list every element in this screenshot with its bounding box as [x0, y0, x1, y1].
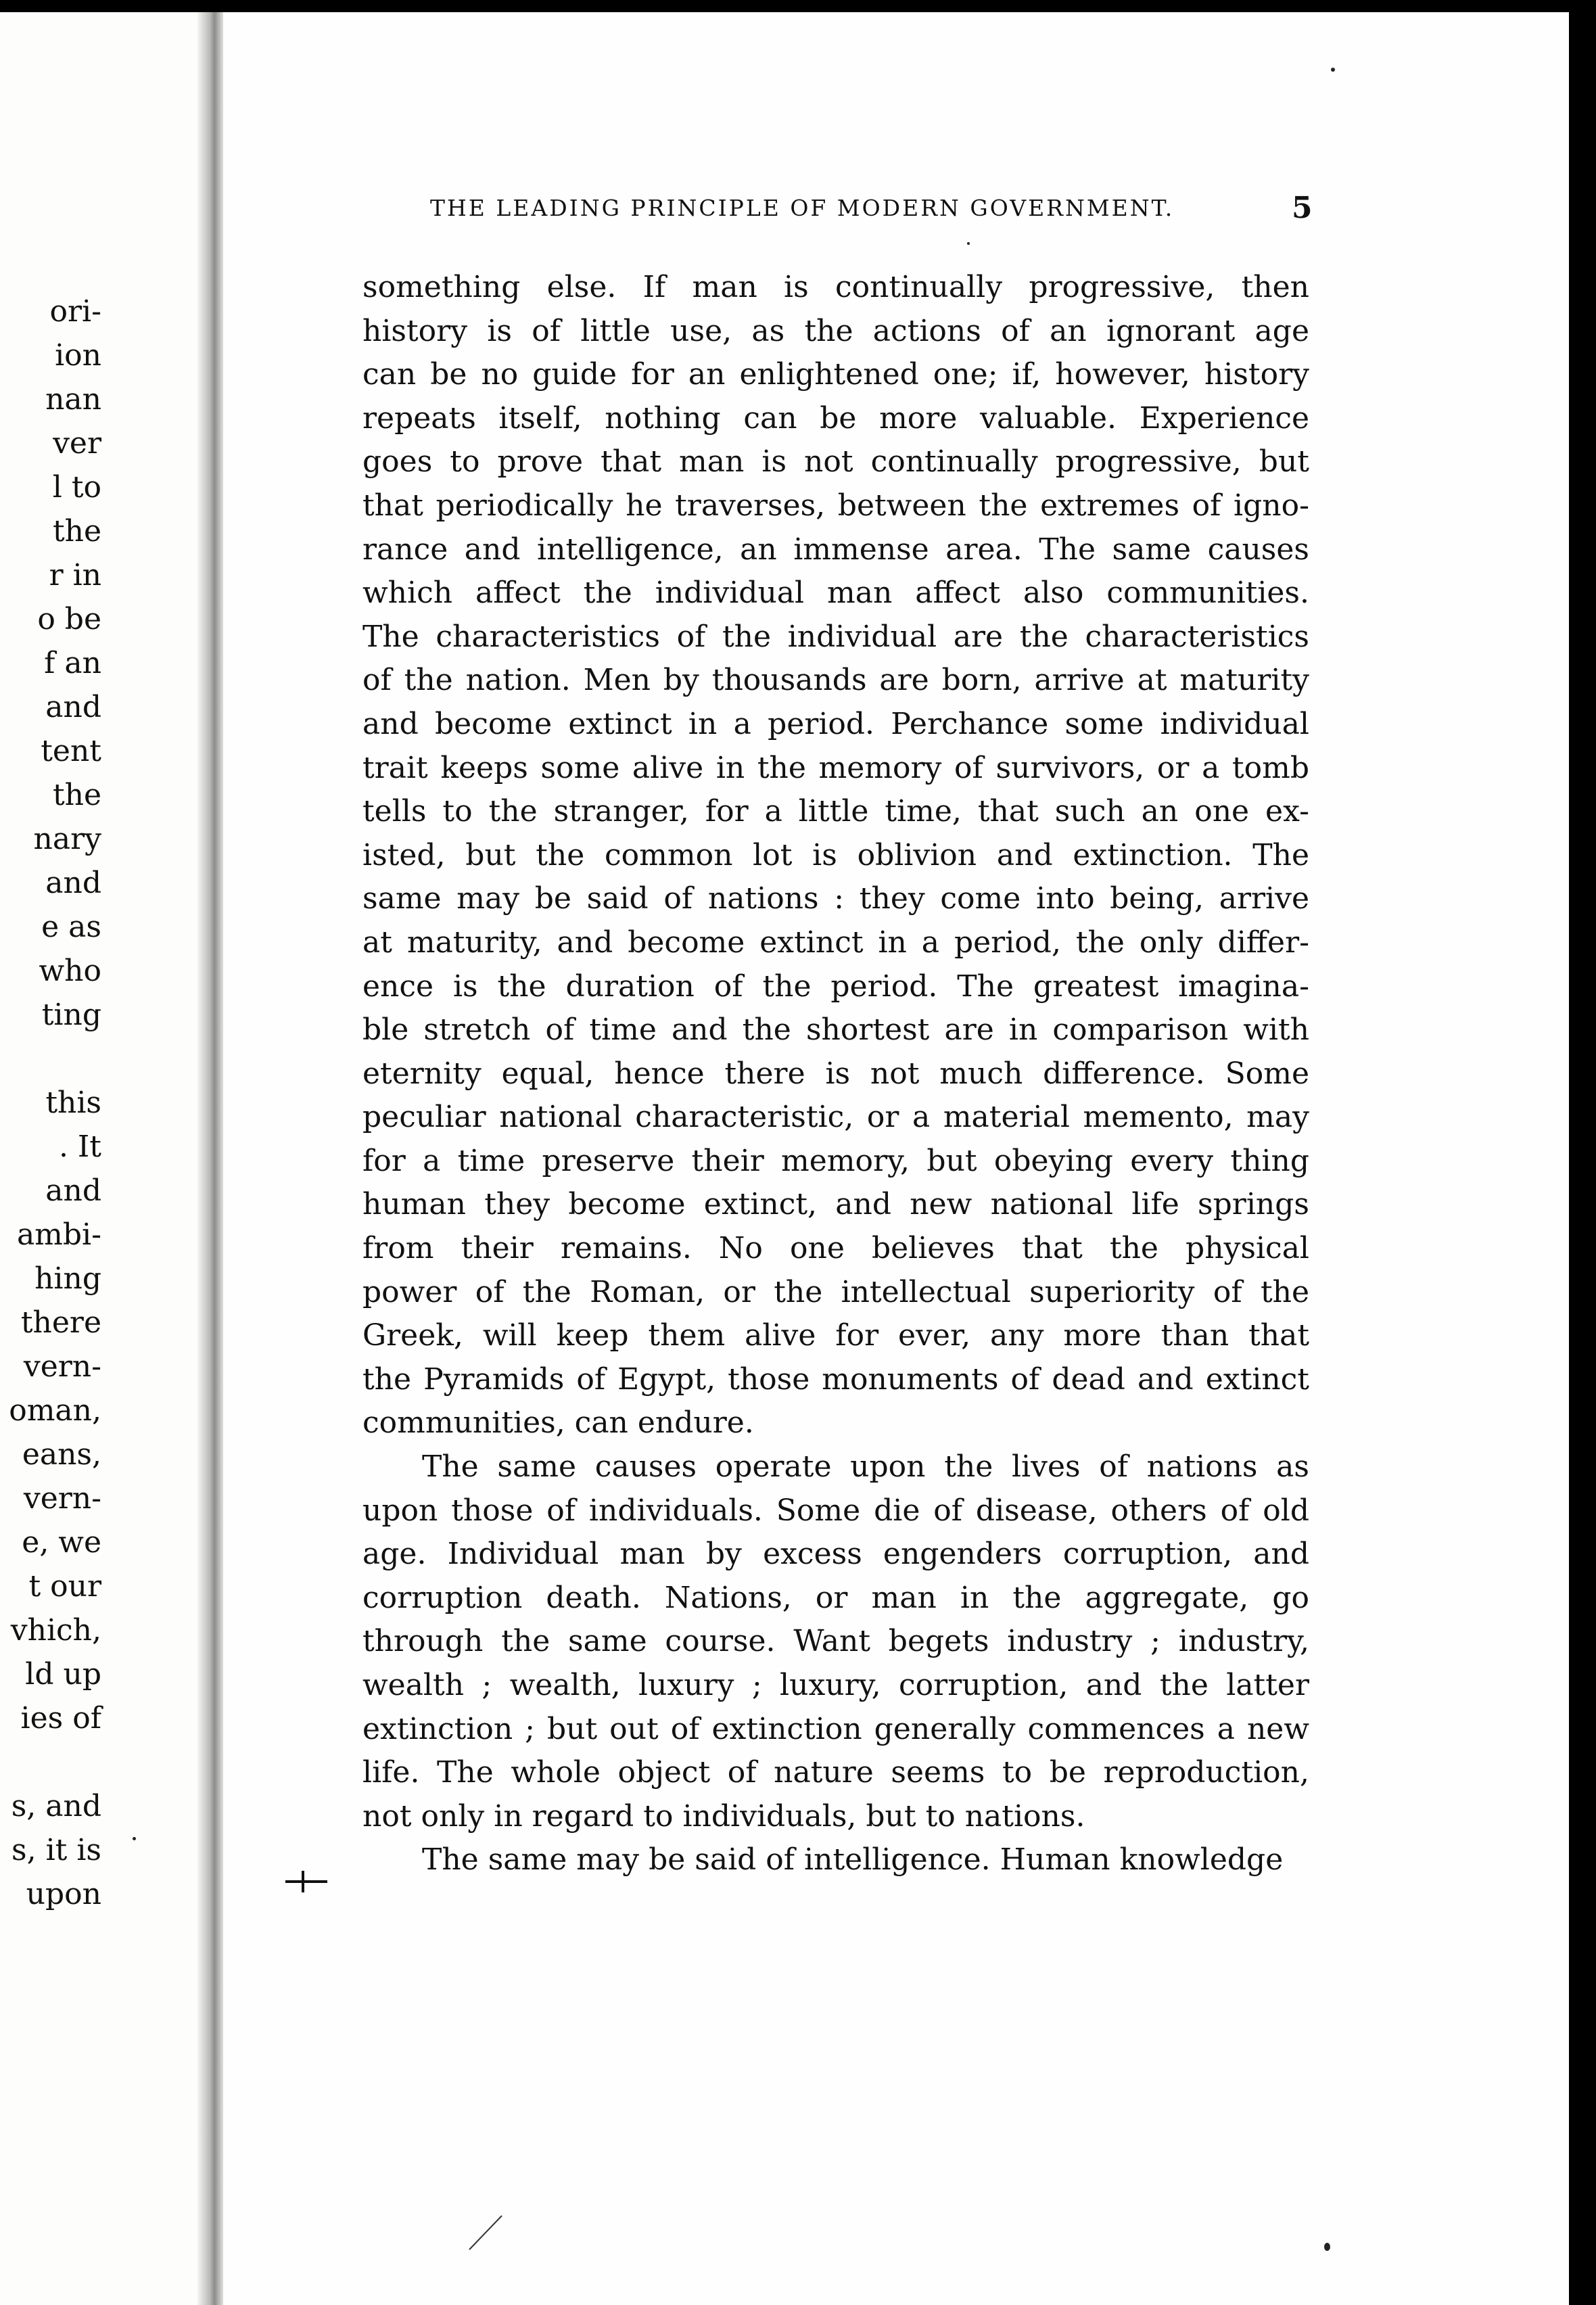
- facing-page-line: r in: [49, 558, 101, 592]
- text-line: trait keeps some alive in the memory of survivors, or a tomb: [362, 750, 1309, 785]
- facing-page-line: ting: [41, 998, 101, 1032]
- facing-page-line: ld up: [25, 1657, 101, 1692]
- text-line: which affect the individual man affect also communities.: [362, 576, 1309, 611]
- text-line: can be no guide for an enlightened one; if, however, history: [362, 357, 1309, 392]
- text-line: eternity equal, hence there is not much difference. Some: [362, 1056, 1309, 1091]
- page-number: 5: [1292, 191, 1313, 225]
- text-line: something else. If man is continually progressive, then: [362, 270, 1309, 304]
- facing-page-line: e as: [41, 910, 101, 944]
- text-line: history is of little use, as the actions of an ignorant age: [362, 313, 1309, 348]
- text-line: through the same course. Want begets industry ; industry,: [362, 1624, 1309, 1659]
- facing-page-line: ambi-: [16, 1217, 101, 1252]
- facing-page-line: there: [20, 1305, 101, 1340]
- facing-page-line: and: [45, 690, 101, 724]
- facing-page-line: the: [52, 514, 101, 549]
- text-line: human they become extinct, and new national life springs: [362, 1187, 1309, 1222]
- scan-border-top: [0, 0, 1596, 12]
- paragraph-3: [362, 1838, 1309, 1882]
- facing-page-text: [0, 289, 101, 1916]
- facing-page-line: t our: [28, 1569, 101, 1604]
- facing-page-line: ies of: [20, 1701, 101, 1736]
- text-line: rance and intelligence, an immense area. The same causes: [362, 532, 1309, 567]
- facing-page-line: and: [45, 866, 101, 900]
- facing-page-line: this: [45, 1086, 101, 1120]
- text-line: communities, can endure.: [362, 1405, 754, 1441]
- facing-page-line: l to: [52, 470, 101, 505]
- text-line: goes to prove that man is not continually progressive, but: [362, 444, 1309, 480]
- text-line: from their remains. No one believes that the physical: [362, 1231, 1309, 1266]
- text-line: wealth ; wealth, luxury ; luxury, corruption, and the latter: [362, 1668, 1309, 1702]
- facing-page-line: oman,: [9, 1393, 101, 1428]
- facing-page-line: e, we: [22, 1525, 101, 1560]
- scan-speck: [133, 1837, 136, 1840]
- facing-page-line: the: [52, 778, 101, 812]
- scan-speck: [1331, 68, 1335, 72]
- paragraph-1: [362, 266, 1309, 1445]
- running-head: THE LEADING PRINCIPLE OF MODERN GOVERNMENT.: [430, 195, 1175, 221]
- text-line: that periodically he traverses, between the extremes of igno-: [362, 488, 1309, 523]
- facing-page-line: who: [39, 954, 101, 988]
- text-line: The same causes operate upon the lives of nations as: [422, 1449, 1309, 1485]
- text-line: ble stretch of time and the shortest are in comparison with: [362, 1012, 1309, 1048]
- facing-page-line: vern-: [23, 1481, 101, 1516]
- facing-page-line: [0, 1037, 101, 1081]
- facing-page-line: [0, 1740, 101, 1784]
- facing-page-line: ori-: [49, 294, 101, 329]
- text-line: upon those of individuals. Some die of disease, others of old: [362, 1493, 1309, 1528]
- text-line: corruption death. Nations, or man in the aggregate, go: [362, 1580, 1309, 1615]
- facing-page-line: tent: [41, 734, 101, 768]
- facing-page-line: . It: [58, 1130, 101, 1164]
- text-line: age. Individual man by excess engenders corruption, and: [362, 1537, 1309, 1572]
- text-line: and become extinct in a period. Perchance some individual: [362, 706, 1309, 741]
- scan-speck: [1324, 2243, 1330, 2251]
- text-line: of the nation. Men by thousands are born, arrive at maturity: [362, 663, 1309, 698]
- facing-page-line: and: [45, 1173, 101, 1208]
- scan-speck: [967, 242, 970, 245]
- text-line: The same may be said of intelligence. Human knowledge: [422, 1842, 1284, 1878]
- text-line: not only in regard to individuals, but to nations.: [362, 1798, 1085, 1834]
- text-line: Greek, will keep them alive for ever, any more than that: [362, 1318, 1309, 1353]
- text-line: for a time preserve their memory, but obeying every thing: [362, 1143, 1309, 1178]
- facing-page-left: [0, 12, 210, 2305]
- text-line: tells to the stranger, for a little time, that such an one ex-: [362, 794, 1309, 829]
- facing-page-line: s, and: [11, 1789, 101, 1823]
- text-line: life. The whole object of nature seems to be reproduction,: [362, 1755, 1309, 1790]
- text-line: peculiar national characteristic, or a material memento, may: [362, 1100, 1309, 1135]
- scan-scratch: [467, 2212, 507, 2252]
- facing-page-line: ion: [55, 338, 101, 373]
- page-body: [362, 266, 1309, 1882]
- facing-page-line: upon: [26, 1877, 101, 1911]
- facing-page-line: o be: [37, 602, 101, 636]
- text-line: same may be said of nations : they come into being, arrive: [362, 881, 1309, 916]
- facing-page-line: f an: [44, 646, 101, 680]
- text-line: ence is the duration of the period. The greatest imagina-: [362, 969, 1309, 1004]
- text-line: power of the Roman, or the intellectual superiority of the: [362, 1274, 1309, 1309]
- paragraph-2: [362, 1445, 1309, 1838]
- scan-border-right: [1569, 0, 1596, 2305]
- text-line: The characteristics of the individual are the characteristics: [362, 619, 1309, 654]
- text-line: at maturity, and become extinct in a period, the only differ-: [362, 925, 1309, 960]
- facing-page-line: eans,: [22, 1437, 101, 1472]
- facing-page-line: nan: [45, 382, 101, 417]
- text-line: the Pyramids of Egypt, those monuments of dead and extinct: [362, 1361, 1309, 1397]
- facing-page-line: hing: [34, 1261, 101, 1296]
- crop-mark-icon: [283, 1868, 330, 1895]
- facing-page-line: ver: [53, 426, 101, 461]
- text-line: repeats itself, nothing can be more valuable. Experience: [362, 400, 1309, 436]
- facing-page-line: vhich,: [10, 1613, 101, 1648]
- text-line: extinction ; but out of extinction generally commences a new: [362, 1711, 1309, 1746]
- facing-page-line: nary: [33, 822, 101, 856]
- facing-page-line: s, it is: [11, 1833, 101, 1867]
- text-line: isted, but the common lot is oblivion and extinction. The: [362, 837, 1309, 872]
- facing-page-line: vern-: [23, 1349, 101, 1384]
